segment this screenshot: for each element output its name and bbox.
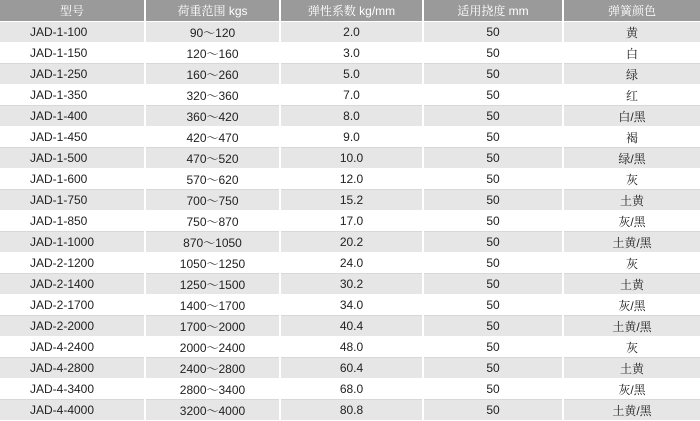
header-spring-color: 弹簧颜色 — [563, 0, 700, 22]
cell-spring-color: 灰 — [563, 253, 700, 274]
cell-load-range: 750～870 — [145, 211, 280, 232]
cell-model: JAD-1-850 — [0, 211, 145, 232]
cell-load-range: 700～750 — [145, 190, 280, 211]
table-row — [0, 358, 700, 379]
cell-spring-color: 土黄/黑 — [563, 316, 700, 337]
cell-model: JAD-1-450 — [0, 127, 145, 148]
table-row — [0, 316, 700, 337]
cell-deflection: 50 — [423, 358, 563, 379]
cell-deflection: 50 — [423, 43, 563, 64]
cell-model: JAD-1-250 — [0, 64, 145, 85]
cell-model: JAD-4-4000 — [0, 400, 145, 421]
cell-deflection: 50 — [423, 400, 563, 421]
cell-deflection: 50 — [423, 274, 563, 295]
cell-load-range: 1250～1500 — [145, 274, 280, 295]
cell-spring-color: 绿/黑 — [563, 148, 700, 169]
cell-spring-color: 绿 — [563, 64, 700, 85]
table-row — [0, 22, 700, 43]
cell-spring-color: 红 — [563, 85, 700, 106]
cell-model: JAD-1-1000 — [0, 232, 145, 253]
cell-load-range: 360～420 — [145, 106, 280, 127]
header-model: 型号 — [0, 0, 145, 22]
cell-deflection: 50 — [423, 253, 563, 274]
cell-deflection: 50 — [423, 190, 563, 211]
cell-deflection: 50 — [423, 379, 563, 400]
cell-spring-rate: 3.0 — [280, 43, 423, 64]
table-row — [0, 43, 700, 64]
cell-spring-rate: 17.0 — [280, 211, 423, 232]
cell-spring-color: 褐 — [563, 127, 700, 148]
header-row — [0, 0, 700, 22]
cell-deflection: 50 — [423, 22, 563, 43]
table-row — [0, 337, 700, 358]
cell-spring-color: 白/黑 — [563, 106, 700, 127]
cell-deflection: 50 — [423, 211, 563, 232]
cell-spring-rate: 34.0 — [280, 295, 423, 316]
cell-load-range: 870～1050 — [145, 232, 280, 253]
cell-model: JAD-1-500 — [0, 148, 145, 169]
cell-deflection: 50 — [423, 169, 563, 190]
cell-spring-rate: 2.0 — [280, 22, 423, 43]
table-row — [0, 400, 700, 421]
header-deflection: 适用挠度 mm — [423, 0, 563, 22]
table-row — [0, 85, 700, 106]
cell-deflection: 50 — [423, 337, 563, 358]
cell-deflection: 50 — [423, 316, 563, 337]
table-row — [0, 127, 700, 148]
cell-spring-color: 白 — [563, 43, 700, 64]
cell-spring-rate: 20.2 — [280, 232, 423, 253]
cell-deflection: 50 — [423, 64, 563, 85]
table-row — [0, 169, 700, 190]
cell-model: JAD-4-2400 — [0, 337, 145, 358]
cell-model: JAD-4-2800 — [0, 358, 145, 379]
header-spring-rate: 弹性系数 kg/mm — [280, 0, 423, 22]
cell-load-range: 320～360 — [145, 85, 280, 106]
cell-load-range: 1700～2000 — [145, 316, 280, 337]
table-row — [0, 106, 700, 127]
cell-load-range: 120～160 — [145, 43, 280, 64]
cell-spring-color: 灰/黑 — [563, 379, 700, 400]
table-row — [0, 64, 700, 85]
cell-deflection: 50 — [423, 85, 563, 106]
cell-spring-color: 灰/黑 — [563, 295, 700, 316]
cell-load-range: 160～260 — [145, 64, 280, 85]
cell-spring-rate: 80.8 — [280, 400, 423, 421]
cell-load-range: 1050～1250 — [145, 253, 280, 274]
cell-load-range: 570～620 — [145, 169, 280, 190]
cell-spring-rate: 12.0 — [280, 169, 423, 190]
cell-model: JAD-1-750 — [0, 190, 145, 211]
cell-model: JAD-2-1700 — [0, 295, 145, 316]
cell-model: JAD-1-400 — [0, 106, 145, 127]
cell-spring-rate: 7.0 — [280, 85, 423, 106]
cell-spring-rate: 48.0 — [280, 337, 423, 358]
table-row — [0, 295, 700, 316]
cell-spring-rate: 9.0 — [280, 127, 423, 148]
cell-model: JAD-1-150 — [0, 43, 145, 64]
table-row — [0, 379, 700, 400]
table-header — [0, 0, 700, 22]
cell-spring-color: 土黄 — [563, 274, 700, 295]
cell-spring-rate: 68.0 — [280, 379, 423, 400]
cell-load-range: 2000～2400 — [145, 337, 280, 358]
cell-spring-color: 土黄 — [563, 190, 700, 211]
cell-deflection: 50 — [423, 232, 563, 253]
cell-spring-rate: 60.4 — [280, 358, 423, 379]
cell-load-range: 90～120 — [145, 22, 280, 43]
cell-model: JAD-2-2000 — [0, 316, 145, 337]
cell-spring-color: 土黄/黑 — [563, 400, 700, 421]
cell-spring-rate: 10.0 — [280, 148, 423, 169]
table-row — [0, 148, 700, 169]
table-row — [0, 190, 700, 211]
cell-spring-rate: 30.2 — [280, 274, 423, 295]
cell-spring-rate: 15.2 — [280, 190, 423, 211]
cell-spring-rate: 5.0 — [280, 64, 423, 85]
cell-deflection: 50 — [423, 148, 563, 169]
cell-deflection: 50 — [423, 295, 563, 316]
cell-spring-color: 灰 — [563, 169, 700, 190]
cell-model: JAD-1-600 — [0, 169, 145, 190]
table-row — [0, 274, 700, 295]
header-load-range: 荷重范围 kgs — [145, 0, 280, 22]
cell-model: JAD-2-1200 — [0, 253, 145, 274]
cell-spring-color: 土黄/黑 — [563, 232, 700, 253]
cell-load-range: 420～470 — [145, 127, 280, 148]
cell-model: JAD-2-1400 — [0, 274, 145, 295]
table-row — [0, 211, 700, 232]
table-row — [0, 232, 700, 253]
cell-spring-rate: 8.0 — [280, 106, 423, 127]
cell-deflection: 50 — [423, 127, 563, 148]
cell-deflection: 50 — [423, 106, 563, 127]
cell-model: JAD-1-100 — [0, 22, 145, 43]
cell-spring-rate: 24.0 — [280, 253, 423, 274]
cell-spring-color: 灰/黑 — [563, 211, 700, 232]
cell-spring-color: 灰 — [563, 337, 700, 358]
cell-spring-color: 黄 — [563, 22, 700, 43]
cell-load-range: 3200～4000 — [145, 400, 280, 421]
cell-load-range: 470～520 — [145, 148, 280, 169]
cell-spring-rate: 40.4 — [280, 316, 423, 337]
cell-load-range: 1400～1700 — [145, 295, 280, 316]
cell-model: JAD-4-3400 — [0, 379, 145, 400]
cell-model: JAD-1-350 — [0, 85, 145, 106]
cell-load-range: 2400～2800 — [145, 358, 280, 379]
cell-spring-color: 土黄 — [563, 358, 700, 379]
cell-load-range: 2800～3400 — [145, 379, 280, 400]
table-body — [0, 22, 700, 421]
table-row — [0, 253, 700, 274]
